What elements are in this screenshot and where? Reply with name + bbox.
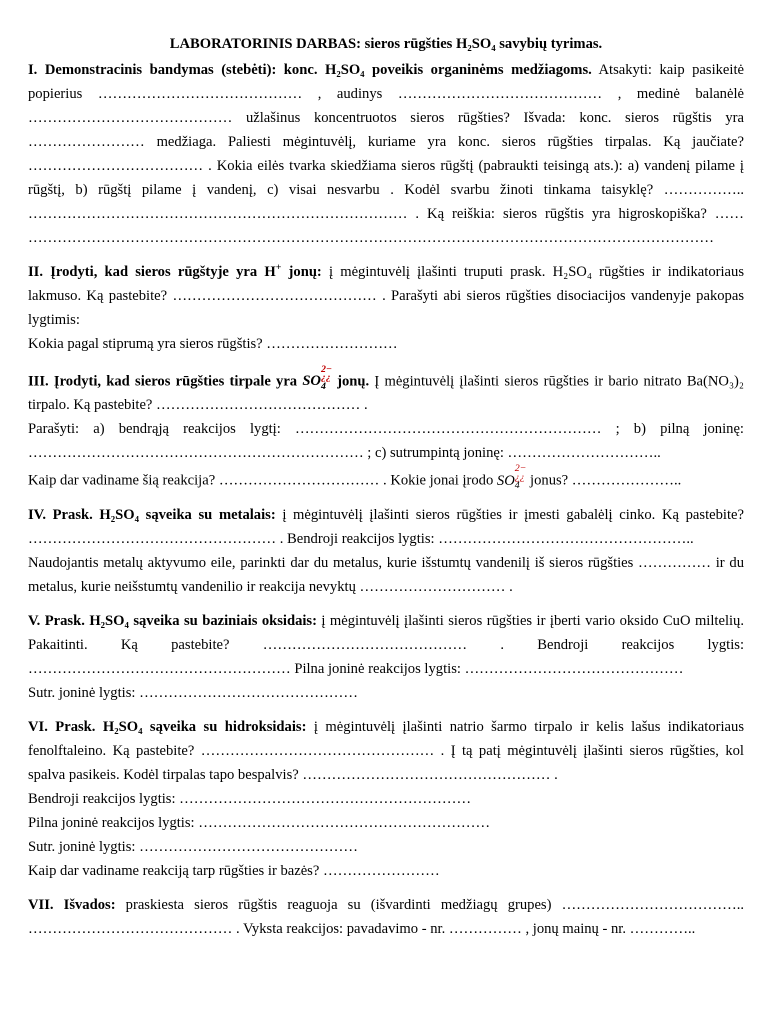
section-3-line-3 bbox=[28, 465, 744, 492]
section-4-text bbox=[28, 503, 744, 551]
section-2-line-2: Kokia pagal stiprumą yra sieros rūgštis? ……………………… bbox=[28, 336, 398, 352]
section-6-line-2: Bendroji reakcijos lygtis: …………………………………………………… bbox=[28, 790, 472, 807]
section-6-line-3: Pilna joninė reakcijos lygtis: …………………………………………………… bbox=[28, 814, 491, 831]
section-7-body: praskiesta sieros rūgštis reaguoja su (išvardinti medžiagų grupes) ……………………………….. …………………………………… . Vyksta reakcijos: pavadavimo - nr. …………… , jonų mainų - nr. ………….. bbox=[28, 896, 744, 937]
section-2 bbox=[28, 260, 744, 356]
section-1-heading: I. Demonstracinis bandymas (stebėti): konc. H₂SO₄ poveikis organinėms medžiagoms. bbox=[28, 62, 592, 78]
sulfate-ion-formula bbox=[302, 364, 332, 392]
section-3-heading-tail: jonų. bbox=[331, 373, 370, 390]
section-2-heading bbox=[28, 264, 322, 280]
section-3-body: Į mėgintuvėlį įlašinti sieros rūgšties ir bario nitrato Ba(NO₃)₂ tirpalo. Ką pastebite? …………………………………… . bbox=[28, 373, 745, 414]
section-6-text bbox=[28, 715, 744, 787]
section-5-body: į mėgintuvėlį įlašinti sieros rūgšties ir įberti vario oksido CuO miltelių. Pakaitinti. Ką pastebite? …………………………………… . Bendroji reakcijos lygtis: ……………………………………………… Pilna joninė reakcijos lygtis: ……………………………………… bbox=[28, 612, 744, 677]
section-3-text bbox=[28, 366, 744, 417]
section-3 bbox=[28, 366, 744, 493]
ion-subscript-2: 4 bbox=[514, 480, 520, 492]
section-4 bbox=[28, 503, 744, 599]
section-5 bbox=[28, 609, 744, 705]
section-5-text bbox=[28, 609, 744, 681]
section-2-text bbox=[28, 260, 744, 332]
hydrogen-ion-charge: + bbox=[275, 262, 282, 274]
ion-charge-2: 2− bbox=[514, 463, 527, 475]
ion-charge: 2− bbox=[320, 364, 332, 375]
section-1 bbox=[28, 58, 744, 250]
section-3-line-2: Parašyti: a) bendrąją reakcijos lygtį: ……………………………………………………… ; b) pilną joninę: …………………………………………………………… ; c) sutrumpintą joninę: ………………………….. bbox=[28, 421, 744, 462]
section-2-heading-tail: jonų: bbox=[281, 264, 322, 280]
section-4-line-2: Naudojantis metalų aktyvumo eile, parinkti dar du metalus, kurie išstumtų vandenilį iš sieros rūgšties …………… ir du metalus, kurie neišstumtų vandenilio ir reakcija nevyktų ………………………… . bbox=[28, 554, 744, 595]
ion-base: SO bbox=[302, 373, 321, 390]
ion-glitch-2: ¿¿ bbox=[514, 471, 525, 483]
section-7-text bbox=[28, 893, 744, 941]
section-7-heading: VII. Išvados: bbox=[28, 896, 116, 913]
page-title: LABORATORINIS DARBAS: sieros rūgšties H₂SO₄ savybių tyrimas. bbox=[169, 36, 603, 52]
section-3-line-3-b: jonus? ………………….. bbox=[526, 472, 682, 489]
section-3-heading-text: III. Įrodyti, kad sieros rūgšties tirpale yra bbox=[28, 373, 303, 390]
section-2-body: į mėgintuvėlį įlašinti truputi prask. H₂SO₄ rūgšties ir indikatoriaus lakmuso. Ką pastebite? …………………………………… . Parašyti abi sieros rūgšties disociacijos vandenyje pakopas lygtimis: bbox=[28, 264, 744, 328]
section-3-line-3-a: Kaip dar vadiname šią reakcija? …………………………… . Kokie jonai įrodo bbox=[28, 472, 497, 489]
section-6-line-5: Kaip dar vadiname reakciją tarp rūgšties ir bazės? …………………… bbox=[28, 862, 440, 879]
section-2-heading-text: II. Įrodyti, kad sieros rūgštyje yra H bbox=[28, 264, 276, 280]
section-6-line-4: Sutr. joninė lygtis: ……………………………………… bbox=[28, 838, 358, 855]
section-7 bbox=[28, 893, 744, 941]
section-6-body: į mėgintuvėlį įlašinti natrio šarmo tirpalo ir kelis lašus indikatoriaus fenolftaleino. Ką pastebite? ………………………………………… . Į tą patį mėgintuvėlį įlašinti sieros rūgšties, kol spalva pasikeis. Kodėl tirpalas tapo bespalvis? …………………………………………… . bbox=[28, 718, 745, 783]
section-6 bbox=[28, 715, 744, 883]
ion-base-2: SO bbox=[496, 472, 515, 489]
section-5-heading: V. Prask. H₂SO₄ sąveika su baziniais oksidais: bbox=[28, 612, 317, 629]
section-5-line-2: Sutr. joninė lygtis: ……………………………………… bbox=[28, 684, 358, 701]
section-1-text bbox=[28, 58, 744, 250]
ion-subscript: 4 bbox=[320, 380, 326, 392]
section-3-heading bbox=[28, 364, 370, 392]
section-6-heading: VI. Prask. H₂SO₄ sąveika su hidroksidais: bbox=[28, 718, 307, 735]
section-1-body: Atsakyti: kaip pasikeitė popierius …………………………………… , audinys …………………………………… , medinė balanėlė …………………………………… užlašinus koncentruotos sieros rūgšties? Išvada: konc. sieros rūgštis yra …………………… medžiaga. Paliesti mėgintuvėlį, kuriame yra konc. sieros rūgšties tirpalas. Ką jaučiate? ……………………………… . Kokia eilės tvarka skiedžiama sieros rūgštį (pabraukti teisingą ats.): a) vandenį pilame į rūgštį, b) rūgštį pilame į vandenį, c) visai nesvarbu . Kodėl svarbu žinoti tinkama taisyklę? …………….. …………………………………………………………………… . Ką reiškia: sieros rūgštis yra higroskopiška? …… …………………………………………………………………………………………………………………………… bbox=[28, 62, 744, 246]
sulfate-ion-formula-2 bbox=[496, 463, 527, 492]
ion-glitch: ¿¿ bbox=[320, 372, 331, 384]
section-4-heading: IV. Prask. H₂SO₄ sąveika su metalais: bbox=[28, 506, 276, 523]
worksheet-page bbox=[28, 32, 744, 951]
section-4-body: į mėgintuvėlį įlašinti sieros rūgšties ir įmesti gabalėlį cinko. Ką pastebite? …………………………………………… . Bendroji reakcijos lygtis: …………………………………………….. bbox=[28, 506, 744, 547]
